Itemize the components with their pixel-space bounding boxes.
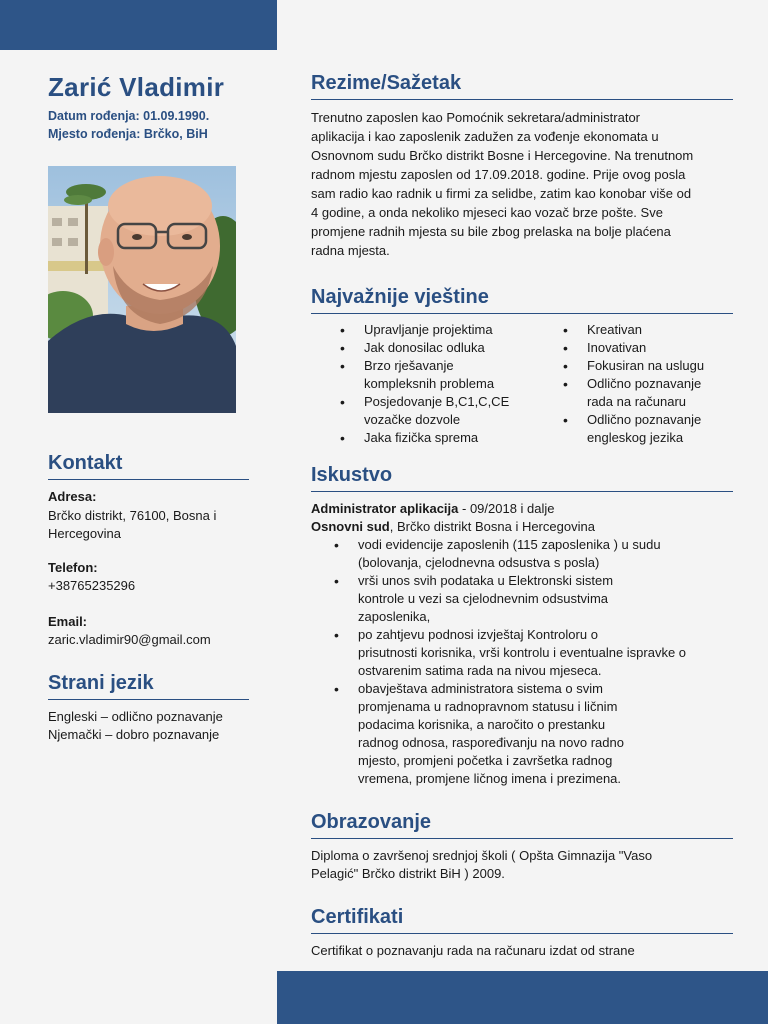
certificates-heading: Certifikati	[311, 906, 733, 934]
languages-heading: Strani jezik	[48, 672, 249, 700]
skill-item: • Upravljanje projektima	[336, 321, 536, 339]
skill-item: • Odlično poznavanje rada na računaru	[559, 375, 734, 411]
address-line-1: Brčko distrikt, 76100, Bosna i	[48, 508, 217, 523]
email-label: Email:	[48, 614, 88, 629]
employer-line: Osnovni sud, Brčko distrikt Bosna i Hercegovina	[311, 519, 595, 534]
skill-item: • Inovativan	[559, 339, 734, 357]
language-item: Njemački – dobro poznavanje	[48, 727, 220, 742]
phone-label: Telefon:	[48, 560, 98, 575]
certificates-text: Certifikat o poznavanju rada na računaru izdat od strane	[311, 943, 635, 958]
language-item: Engleski – odlično poznavanje	[48, 709, 223, 724]
summary-text: Trenutno zaposlen kao Pomoćnik sekretara/administrator aplikacija i kao zaposlenik zadužen za vođenje ekonomata u Osnovnom sudu Brčko distrikt Bosne i Hercegovine. Na trenutnom radnom mjestu zaposlen od 17.09.2018. godine. Prije ovog posla sam radio kao radnik u firmi za selidbe, zatim kao konobar više od 4 godine, a onda nekoliko mjeseci kao vozač brze pošte. Sve promjene radnih mjesta su bile zbog prelaska na bolje plaćena radna mjesta.	[311, 110, 694, 258]
profile-photo	[48, 166, 236, 413]
skill-item: • Kreativan	[559, 321, 734, 339]
skills-list-left	[336, 321, 536, 447]
bottom-accent-bar	[277, 971, 768, 1024]
skill-item: • Posjedovanje B,C1,C,CE vozačke dozvole	[336, 393, 536, 429]
duty-item: • po zahtjevu podnosi izvještaj Kontroloru o prisutnosti korisnika, vrši kontrolu i eventualne ispravke o ostvarenim satima rada na nivou mjeseca.	[330, 626, 730, 680]
education-text: Diploma o završenoj srednjoj školi ( Opšta Gimnazija "Vaso Pelagić" Brčko distrikt BiH ) 2009.	[311, 848, 653, 881]
skills-heading: Najvažnije vještine	[311, 286, 733, 314]
email-address[interactable]: zaric.vladimir90@gmail.com	[48, 632, 211, 647]
skills-list-right	[559, 321, 734, 447]
education-heading: Obrazovanje	[311, 811, 733, 839]
date-of-birth: Datum rođenja: 01.09.1990.	[48, 109, 210, 123]
top-accent-bar	[0, 0, 277, 50]
skill-item: • Jaka fizička sprema	[336, 429, 536, 447]
duty-item: • obavještava administratora sistema o svim promjenama u radnopravnom statusu i ličnim podacima korisnika, a naročito o prestanku radnog odnosa, raspoređivanju na novo radno mjesto, promjeni početka i završetka radnog vremena, promjene ličnog imena i prezimena.	[330, 680, 730, 788]
skill-item: • Fokusiran na uslugu	[559, 357, 734, 375]
phone-number[interactable]: +38765235296	[48, 578, 136, 593]
summary-heading: Rezime/Sažetak	[311, 72, 733, 100]
skill-item: • Odlično poznavanje engleskog jezika	[559, 411, 734, 447]
duties-list	[330, 536, 730, 788]
skill-item: • Brzo rješavanje kompleksnih problema	[336, 357, 536, 393]
duty-item: • vrši unos svih podataka u Elektronski sistem kontrole u vezi sa cjelodnevnim odsustvima zaposlenika,	[330, 572, 730, 626]
contact-heading: Kontakt	[48, 452, 249, 480]
person-name: Zarić Vladimir	[48, 72, 225, 102]
duty-item: • vodi evidencije zaposlenih (115 zaposlenika ) u sudu (bolovanja, cjelodnevna odsustva s posla)	[330, 536, 730, 572]
address-line-2: Hercegovina	[48, 526, 121, 541]
skill-item: • Jak donosilac odluka	[336, 339, 536, 357]
job-title-line: Administrator aplikacija - 09/2018 i dalje	[311, 501, 555, 516]
experience-heading: Iskustvo	[311, 464, 733, 492]
address-label: Adresa:	[48, 489, 97, 504]
place-of-birth: Mjesto rođenja: Brčko, BiH	[48, 127, 208, 141]
